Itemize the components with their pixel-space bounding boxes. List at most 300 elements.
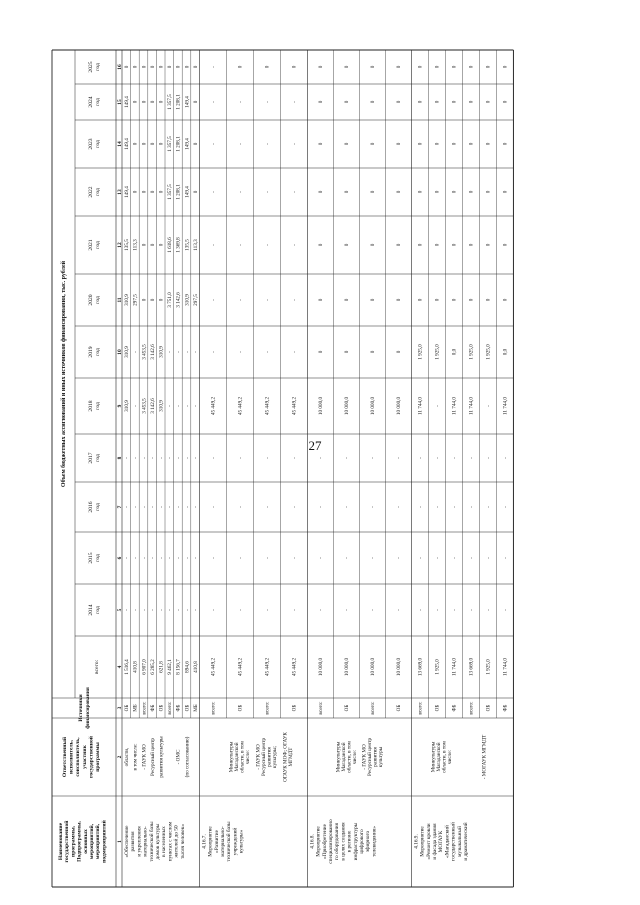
column-number-text: 12 bbox=[116, 242, 123, 248]
amount-text: 0 bbox=[141, 65, 148, 69]
amount-text: 11 744,0 bbox=[417, 397, 424, 415]
amount-text: 149,4 bbox=[184, 138, 191, 150]
responsible-text: Ресурсный центр bbox=[261, 737, 267, 777]
amount-text: 45 449,2 bbox=[291, 396, 298, 416]
source-text: всего: bbox=[264, 701, 271, 715]
amount-text: 0 bbox=[434, 190, 441, 194]
amount-text: 1 925,0 bbox=[485, 344, 492, 360]
amount-text: 410,8 bbox=[132, 661, 139, 673]
activity-name-text: «Обеспечение bbox=[124, 825, 130, 858]
amount-text: - bbox=[264, 191, 271, 193]
year-header-text: год bbox=[95, 241, 101, 249]
amount-text: - bbox=[192, 609, 199, 611]
year-header-text: 2022 bbox=[88, 186, 94, 198]
amount-text: 0 bbox=[502, 65, 509, 69]
amount-text: 45 449,2 bbox=[210, 657, 217, 677]
amount-text: 0 bbox=[434, 243, 441, 247]
amount-text: 0 bbox=[370, 243, 377, 247]
amount-text: 10 000,0 bbox=[396, 657, 403, 677]
amount-text: - bbox=[175, 557, 182, 559]
source-text: всего: bbox=[370, 701, 377, 715]
amount-text: 0 bbox=[485, 298, 492, 302]
amount-text: - bbox=[502, 557, 509, 559]
responsible-text: числе: bbox=[447, 749, 454, 765]
amount-text: 0 bbox=[192, 100, 199, 104]
amount-text: - bbox=[210, 66, 217, 68]
responsible-text: (по согласованию) bbox=[184, 736, 191, 778]
amount-text: 10 000,0 bbox=[396, 396, 403, 416]
amount-text: 0 bbox=[192, 190, 199, 194]
amount-text: - bbox=[175, 457, 182, 459]
amount-text: 310,9 bbox=[124, 346, 131, 358]
activity-name-text: «Ремонт кровли bbox=[425, 823, 432, 860]
amount-text: 0 bbox=[370, 65, 377, 69]
amount-text: 0,0 bbox=[502, 348, 509, 356]
amount-text: 310,9 bbox=[124, 294, 131, 306]
amount-text: 0 bbox=[396, 243, 403, 247]
activity-name-text: тысяч человек» bbox=[179, 824, 186, 859]
year-header-text: год bbox=[95, 188, 101, 196]
responsible-text: Минкультуры bbox=[335, 741, 342, 773]
amount-text: 0 bbox=[318, 142, 325, 146]
responsible-text: МГМДТ bbox=[288, 747, 294, 767]
amount-text: 0 bbox=[158, 100, 165, 104]
amount-text: 1 925,0 bbox=[434, 659, 441, 675]
amount-text: 3 142,6 bbox=[175, 292, 182, 308]
amount-text: 0 bbox=[167, 65, 174, 69]
column-number-text: 13 bbox=[116, 189, 123, 195]
amount-text: 0,0 bbox=[451, 348, 458, 356]
amount-text: 45 449,2 bbox=[237, 396, 244, 416]
amount-text: 0 bbox=[485, 65, 492, 69]
source-text: всего: bbox=[210, 701, 217, 715]
amount-text: 0 bbox=[141, 243, 148, 247]
amount-text: 0 bbox=[318, 350, 325, 354]
activity-name-text: в целях создания bbox=[340, 822, 347, 861]
amount-text: 0 bbox=[344, 100, 351, 104]
amount-text: - bbox=[417, 557, 424, 559]
amount-text: - bbox=[264, 244, 271, 246]
amount-text: - bbox=[167, 351, 174, 353]
amount-text: 0 bbox=[149, 65, 156, 69]
year-header-text: год bbox=[95, 606, 101, 614]
amount-text: - bbox=[318, 506, 325, 508]
amount-text: 0 bbox=[141, 142, 148, 146]
amount-text: 149,4 bbox=[124, 138, 131, 150]
amount-text: 0 bbox=[417, 298, 424, 302]
amount-text: - bbox=[370, 457, 377, 459]
responsible-text: числе: bbox=[352, 749, 359, 765]
amount-text: - bbox=[291, 244, 298, 246]
amount-text: 0 bbox=[417, 100, 424, 104]
amount-text: 0 bbox=[468, 298, 475, 302]
header-total-text: всего: bbox=[94, 659, 100, 675]
amount-text: - bbox=[141, 506, 148, 508]
amount-text: - bbox=[184, 351, 191, 353]
column-number-text: 9 bbox=[116, 404, 123, 408]
amount-text: - bbox=[434, 609, 441, 611]
amount-text: 0 bbox=[318, 298, 325, 302]
amount-text: - bbox=[485, 405, 492, 407]
amount-text: 0 bbox=[291, 65, 298, 69]
amount-text: 0 bbox=[417, 190, 424, 194]
amount-text: 3 453,5 bbox=[141, 398, 148, 414]
amount-text: - bbox=[291, 101, 298, 103]
amount-text: 310,9 bbox=[184, 294, 191, 306]
amount-text: 0 bbox=[396, 142, 403, 146]
amount-text: - bbox=[291, 143, 298, 145]
amount-text: - bbox=[210, 609, 217, 611]
amount-text: - bbox=[434, 557, 441, 559]
amount-text: 11 744,0 bbox=[468, 397, 475, 415]
year-header-text: год bbox=[95, 454, 101, 462]
activity-name-text: Мероприятие bbox=[419, 826, 426, 857]
amount-text: - bbox=[210, 101, 217, 103]
source-text: ОБ bbox=[485, 704, 492, 712]
amount-text: - bbox=[344, 557, 351, 559]
amount-text: 3 453,5 bbox=[141, 344, 148, 360]
responsible-text: - МОГАУК МГМДТ bbox=[481, 734, 488, 780]
amount-text: - bbox=[210, 143, 217, 145]
amount-text: - bbox=[149, 457, 156, 459]
activity-name-text: жителей до 50 bbox=[173, 825, 180, 858]
amount-text: 310,9 bbox=[124, 400, 131, 412]
column-number-text: 6 bbox=[116, 556, 123, 560]
amount-text: - bbox=[485, 506, 492, 508]
amount-text: - bbox=[192, 506, 199, 508]
year-header-text: 2023 bbox=[88, 138, 94, 150]
amount-text: - bbox=[184, 609, 191, 611]
responsible-text: Минкультуры bbox=[228, 741, 235, 773]
amount-text: 11 744,0 bbox=[502, 658, 509, 676]
amount-text: 45 449,2 bbox=[264, 657, 271, 677]
amount-text: 0 bbox=[396, 190, 403, 194]
amount-text: - bbox=[167, 506, 174, 508]
amount-text: - bbox=[192, 557, 199, 559]
responsible-text: развития bbox=[266, 747, 273, 767]
amount-text: 1 925,0 bbox=[417, 344, 424, 360]
header-col1-text: мероприятий, bbox=[95, 823, 102, 860]
amount-text: - bbox=[318, 609, 325, 611]
amount-text: - bbox=[370, 506, 377, 508]
amount-text: - bbox=[237, 143, 244, 145]
responsible-text: развития культуры bbox=[158, 736, 165, 778]
year-header-text: 2021 bbox=[88, 239, 94, 251]
amount-text: - bbox=[370, 557, 377, 559]
amount-text: 3 142,6 bbox=[149, 344, 156, 360]
amount-text: 0 bbox=[192, 65, 199, 69]
amount-text: 0 bbox=[502, 298, 509, 302]
amount-text: - bbox=[237, 299, 244, 301]
header-col1-text: Подпрограммы, bbox=[76, 821, 83, 862]
amount-text: - bbox=[237, 101, 244, 103]
amount-text: 0 bbox=[434, 142, 441, 146]
source-text: ОБ bbox=[434, 704, 441, 712]
amount-text: - bbox=[141, 457, 148, 459]
amount-text: - bbox=[158, 609, 165, 611]
responsible-text: - ГАУК МО bbox=[361, 744, 368, 770]
amount-text: - bbox=[264, 557, 271, 559]
amount-text: 0 bbox=[451, 298, 458, 302]
amount-text: 45 449,2 bbox=[291, 657, 298, 677]
amount-text: 149,4 bbox=[124, 96, 131, 108]
amount-text: - bbox=[167, 609, 174, 611]
year-header-text: 2015 bbox=[88, 552, 94, 564]
column-number-text: 2 bbox=[116, 755, 123, 759]
responsible-text: числе: bbox=[245, 749, 252, 765]
header-col2-text: соисполнитель, bbox=[75, 737, 82, 777]
amount-text: 1 369,8 bbox=[175, 237, 182, 253]
amount-text: - bbox=[175, 506, 182, 508]
amount-text: 149,4 bbox=[184, 96, 191, 108]
activity-name-text: телевидения» bbox=[371, 826, 378, 857]
activity-name-text: культуры» bbox=[238, 829, 245, 854]
amount-text: 3 142,6 bbox=[149, 398, 156, 414]
amount-text: 0 bbox=[149, 298, 156, 302]
amount-text: 0 bbox=[434, 298, 441, 302]
amount-text: 0 bbox=[149, 243, 156, 247]
amount-text: - bbox=[149, 609, 156, 611]
amount-text: 6 285,2 bbox=[149, 659, 156, 675]
amount-text: 10 000,0 bbox=[344, 396, 351, 416]
header-col2-text: Ответственный bbox=[62, 736, 68, 778]
amount-text: 0 bbox=[451, 100, 458, 104]
responsible-text: Магаданской bbox=[234, 742, 240, 772]
amount-text: 11 744,0 bbox=[502, 397, 509, 415]
amount-text: 0 bbox=[344, 190, 351, 194]
amount-text: 1 357,5 bbox=[167, 136, 174, 152]
amount-text: - bbox=[396, 457, 403, 459]
year-header-text: 2024 bbox=[88, 96, 94, 108]
activity-name-text: Мероприятие bbox=[315, 826, 322, 857]
activity-name-text: учреждений bbox=[232, 827, 239, 856]
amount-text: 0 bbox=[158, 190, 165, 194]
amount-text: - bbox=[167, 405, 174, 407]
amount-text: 0 bbox=[485, 142, 492, 146]
responsible-text: Магаданской bbox=[341, 742, 347, 772]
amount-text: - bbox=[210, 457, 217, 459]
source-text: ФБ bbox=[502, 704, 509, 712]
amount-text: - bbox=[468, 557, 475, 559]
amount-text: - bbox=[210, 557, 217, 559]
header-col1-text: Наименование bbox=[58, 822, 64, 861]
header-col1-text: подмероприятий bbox=[101, 820, 108, 863]
amount-text: 13 669,0 bbox=[417, 657, 424, 677]
amount-text: 0 bbox=[396, 65, 403, 69]
amount-text: 10 000,0 bbox=[344, 657, 351, 677]
amount-text: - bbox=[237, 351, 244, 353]
amount-text: 0 bbox=[318, 243, 325, 247]
amount-text: - bbox=[132, 609, 139, 611]
amount-text: - bbox=[264, 101, 271, 103]
amount-text: - bbox=[124, 609, 131, 611]
amount-text: - bbox=[264, 299, 271, 301]
amount-text: - bbox=[237, 457, 244, 459]
amount-text: - bbox=[237, 609, 244, 611]
amount-text: 0 bbox=[184, 65, 191, 69]
year-header-text: год bbox=[95, 348, 101, 356]
responsible-text: области, в том bbox=[346, 741, 353, 773]
amount-text: 0 bbox=[175, 65, 182, 69]
activity-name-text: материально- bbox=[142, 826, 149, 857]
amount-text: 1 618,6 bbox=[167, 237, 174, 253]
activity-name-text: материально- bbox=[220, 826, 226, 857]
amount-text: - bbox=[158, 457, 165, 459]
amount-text: 0 bbox=[417, 243, 424, 247]
amount-text: 410,8 bbox=[192, 661, 199, 673]
amount-text: - bbox=[184, 506, 191, 508]
amount-text: 0 bbox=[124, 65, 131, 69]
amount-text: - bbox=[184, 405, 191, 407]
amount-text: - bbox=[124, 557, 131, 559]
year-header-text: год bbox=[95, 140, 101, 148]
source-text: ОБ bbox=[291, 704, 298, 712]
amount-text: 13 669,0 bbox=[468, 657, 475, 677]
source-text: ФБ bbox=[451, 704, 458, 712]
source-text: всего: bbox=[417, 701, 424, 715]
amount-text: - bbox=[485, 557, 492, 559]
column-number-text: 1 bbox=[116, 840, 123, 843]
amount-text: - bbox=[167, 557, 174, 559]
activity-name-text: в регионе bbox=[346, 830, 353, 853]
responsible-text: Магаданской bbox=[436, 742, 442, 772]
activity-name-text: «Развитие bbox=[213, 830, 220, 853]
amount-text: - bbox=[396, 506, 403, 508]
amount-text: - bbox=[132, 351, 139, 353]
source-text: ФБ bbox=[175, 704, 182, 712]
amount-text: 0 bbox=[417, 65, 424, 69]
amount-text: 0 bbox=[141, 190, 148, 194]
amount-text: - bbox=[434, 457, 441, 459]
amount-text: 149,4 bbox=[124, 186, 131, 198]
source-text: всего: bbox=[141, 701, 148, 715]
year-header-text: год bbox=[95, 98, 101, 106]
amount-text: 0 bbox=[149, 142, 156, 146]
year-header-text: 2016 bbox=[88, 501, 94, 513]
amount-text: - bbox=[264, 609, 271, 611]
amount-text: 0 bbox=[451, 65, 458, 69]
amount-text: - bbox=[167, 457, 174, 459]
header-col1-text: программы, bbox=[70, 826, 77, 857]
responsible-text: культуры bbox=[378, 746, 385, 768]
column-number-text: 10 bbox=[116, 349, 123, 355]
amount-text: 0 bbox=[370, 142, 377, 146]
amount-text: - bbox=[210, 506, 217, 508]
amount-text: 0 bbox=[396, 350, 403, 354]
responsible-text: области, в том bbox=[441, 741, 448, 773]
activity-name-text: эфирного bbox=[365, 830, 372, 853]
amount-text: 297,5 bbox=[132, 294, 139, 306]
amount-text: - bbox=[396, 557, 403, 559]
activity-name-text: и укрепления bbox=[136, 826, 143, 857]
amount-text: 0 bbox=[344, 350, 351, 354]
activity-name-text: государственный bbox=[450, 822, 457, 861]
amount-text: 0 bbox=[149, 100, 156, 104]
amount-text: 0 bbox=[344, 243, 351, 247]
responsible-text: Ресурсный центр bbox=[367, 737, 373, 777]
column-number-text: 5 bbox=[116, 608, 123, 612]
amount-text: - bbox=[344, 609, 351, 611]
amount-text: - bbox=[291, 609, 298, 611]
amount-text: - bbox=[468, 457, 475, 459]
amount-text: - bbox=[124, 457, 131, 459]
amount-text: 0 bbox=[485, 190, 492, 194]
amount-text: 10 000,0 bbox=[318, 657, 325, 677]
amount-text: - bbox=[192, 351, 199, 353]
activity-name-text: технической базы bbox=[226, 821, 233, 862]
header-col1-text: мероприятий, bbox=[89, 823, 95, 860]
amount-text: - bbox=[184, 557, 191, 559]
amount-text: 0 bbox=[344, 65, 351, 69]
amount-text: - bbox=[291, 506, 298, 508]
amount-text: 0 bbox=[370, 298, 377, 302]
amount-text: 0 bbox=[485, 100, 492, 104]
amount-text: - bbox=[502, 609, 509, 611]
amount-text: 113,3 bbox=[132, 239, 139, 251]
amount-text: 10 000,0 bbox=[318, 396, 325, 416]
amount-text: - bbox=[175, 609, 182, 611]
amount-text: - bbox=[468, 506, 475, 508]
amount-text: - bbox=[124, 506, 131, 508]
amount-text: 0 bbox=[468, 243, 475, 247]
amount-text: 0 bbox=[318, 100, 325, 104]
amount-text: 0 bbox=[468, 142, 475, 146]
amount-text: 0 bbox=[237, 65, 244, 69]
amount-text: 0 bbox=[417, 142, 424, 146]
header-col3-text: финансирования bbox=[85, 687, 91, 729]
amount-text: - bbox=[451, 506, 458, 508]
amount-text: - bbox=[210, 191, 217, 193]
source-text: ОБ bbox=[184, 704, 191, 712]
amount-text: 894,6 bbox=[184, 661, 191, 673]
year-header-text: год bbox=[95, 296, 101, 304]
amount-text: 0 bbox=[502, 100, 509, 104]
amount-text: 0 bbox=[158, 243, 165, 247]
header-col1-text: государственной bbox=[64, 820, 71, 863]
responsible-text: ОГАУК МОФ; ОГАУК bbox=[282, 732, 289, 782]
activity-name-text: цифрового bbox=[359, 829, 365, 854]
source-text: всего: bbox=[468, 701, 475, 715]
source-text: ОБ bbox=[237, 704, 244, 712]
amount-text: - bbox=[149, 506, 156, 508]
amount-text: 0 bbox=[468, 190, 475, 194]
amount-text: - bbox=[417, 506, 424, 508]
year-header-text: год bbox=[95, 554, 101, 562]
amount-text: 0 bbox=[132, 190, 139, 194]
amount-text: 0 bbox=[370, 100, 377, 104]
amount-text: - bbox=[149, 557, 156, 559]
activity-name-text: развития bbox=[130, 831, 137, 852]
amount-text: 11 744,0 bbox=[451, 658, 458, 676]
amount-text: - bbox=[175, 405, 182, 407]
amount-text: 0 bbox=[370, 190, 377, 194]
activity-name-text: МОГАУК bbox=[438, 830, 445, 853]
amount-text: 0 bbox=[132, 142, 139, 146]
table-body bbox=[52, 50, 513, 887]
amount-text: 310,9 bbox=[158, 400, 165, 412]
amount-text: - bbox=[370, 609, 377, 611]
source-text: ОБ bbox=[124, 704, 131, 712]
amount-text: 113,3 bbox=[192, 239, 199, 251]
amount-text: 0 bbox=[502, 142, 509, 146]
amount-text: - bbox=[264, 143, 271, 145]
amount-text: - bbox=[396, 609, 403, 611]
amount-text: - bbox=[485, 609, 492, 611]
amount-text: - bbox=[175, 351, 182, 353]
year-header-text: 2017 bbox=[88, 452, 94, 464]
column-number-text: 14 bbox=[116, 141, 123, 147]
amount-text: 0 bbox=[370, 350, 377, 354]
